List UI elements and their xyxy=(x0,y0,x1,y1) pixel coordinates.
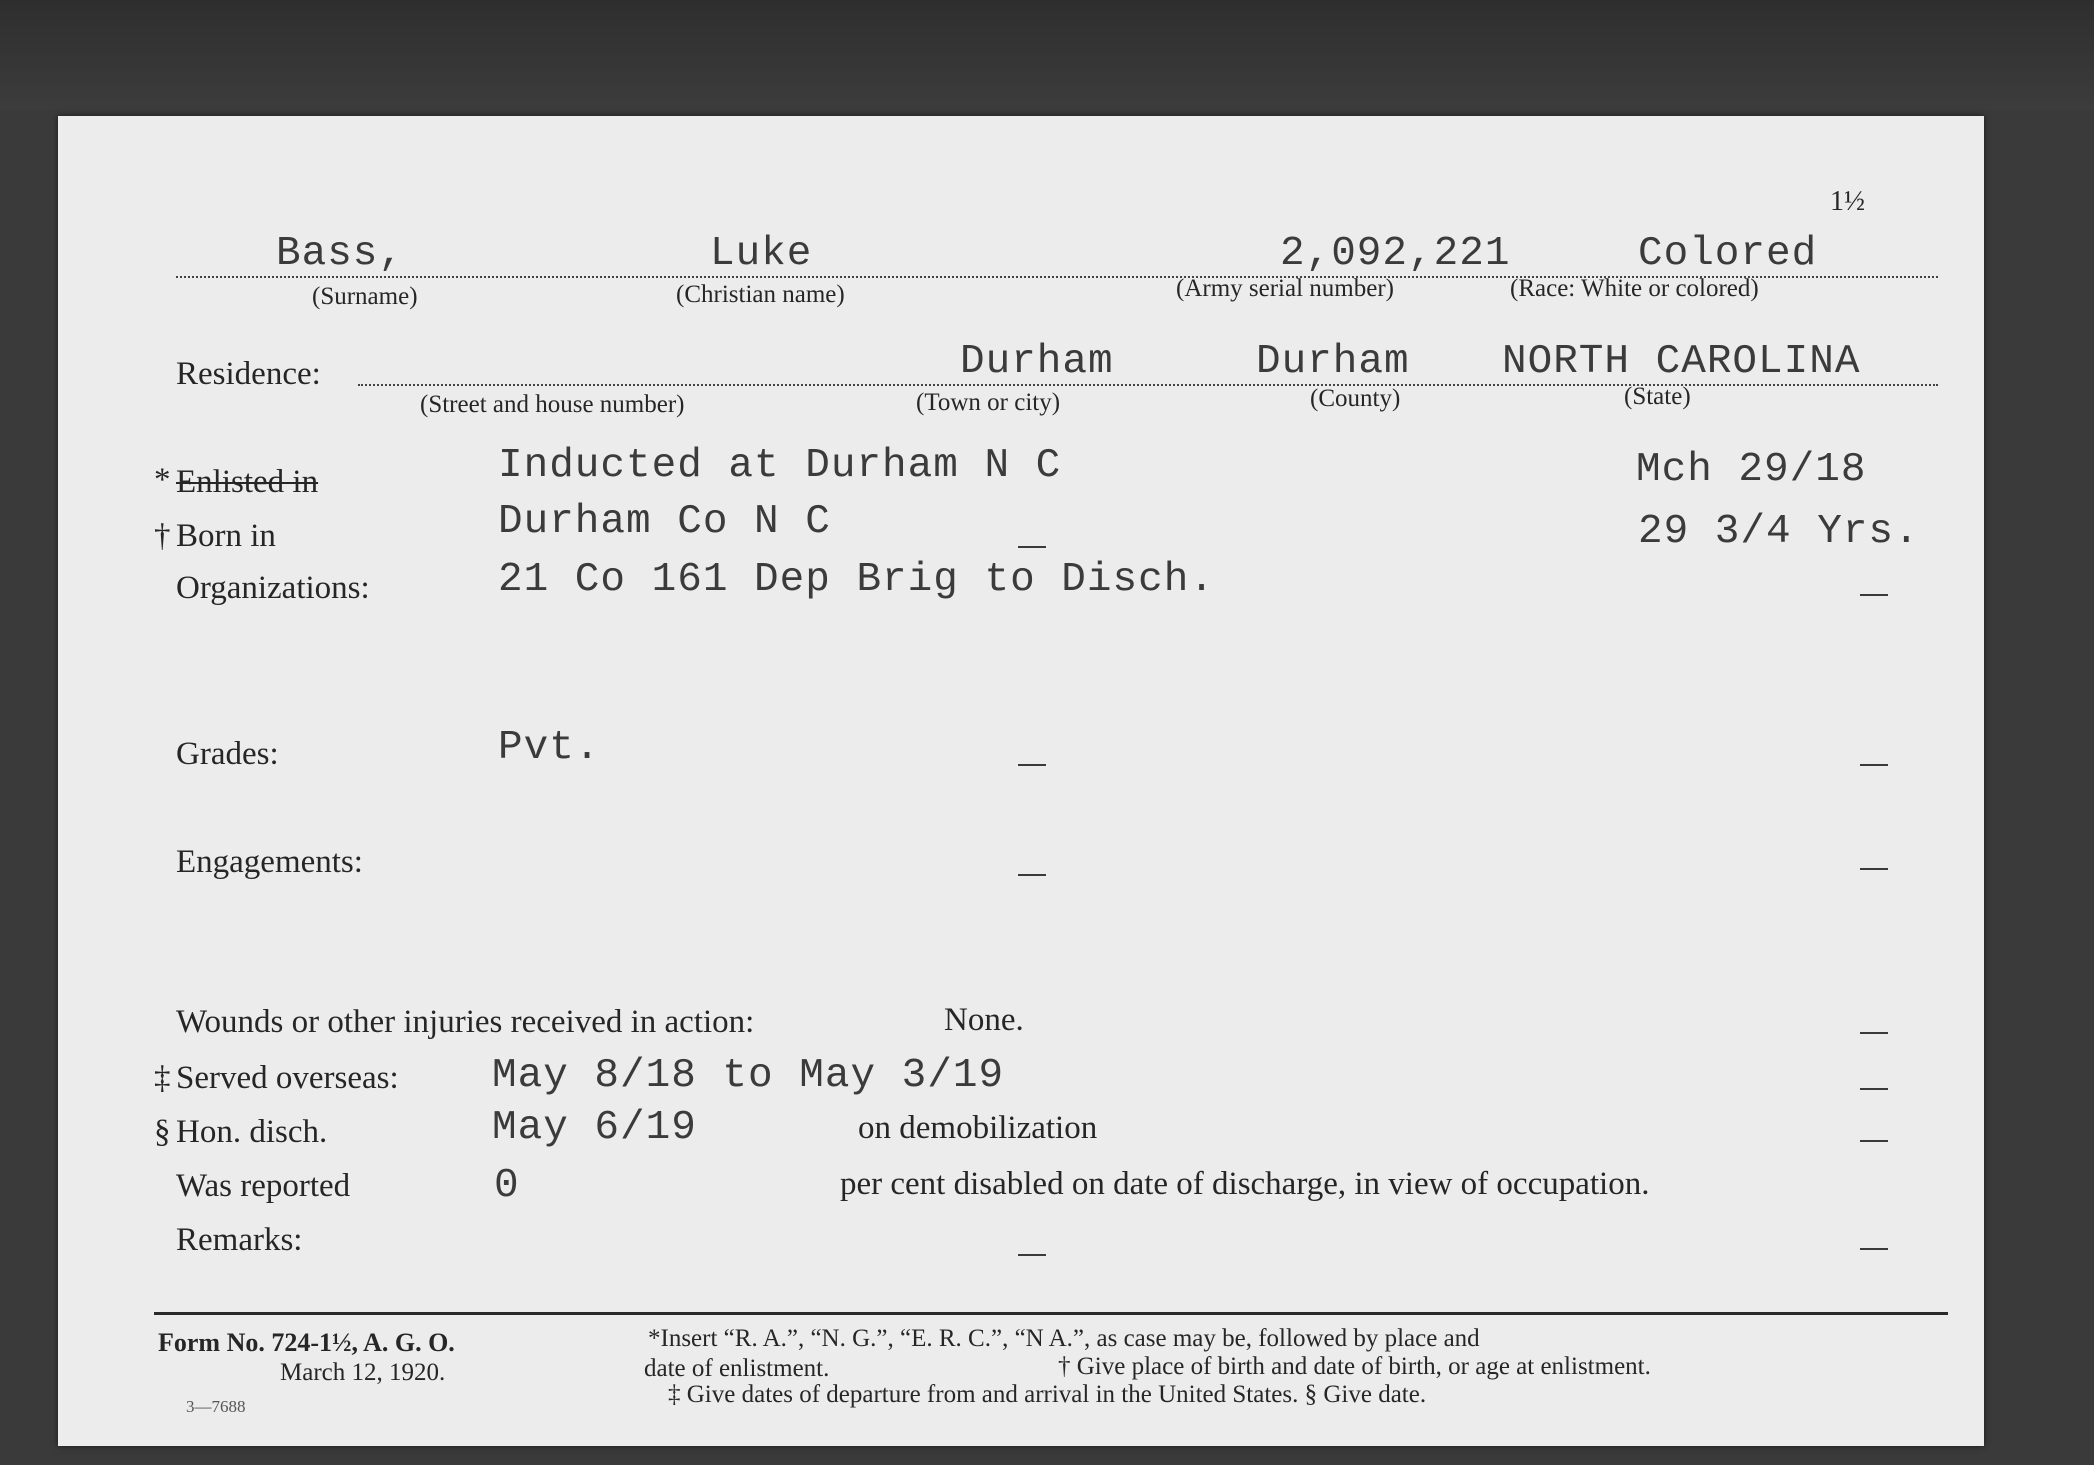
grades-dash-right xyxy=(1860,764,1888,766)
caption-state: (State) xyxy=(1624,383,1691,410)
residence-line xyxy=(358,384,1938,386)
organizations-dash xyxy=(1860,594,1888,596)
print-code: 3—7688 xyxy=(186,1397,246,1416)
footnote-line-1: *Insert “R. A.”, “N. G.”, “E. R. C.”, “N A.”, as case may be, followed by place and xyxy=(648,1325,1480,1352)
organizations-label: Organizations: xyxy=(176,570,370,606)
reported-suffix: per cent disabled on date of discharge, in view of occupation. xyxy=(840,1166,1650,1202)
discharge-label: Hon. disch. xyxy=(176,1114,328,1150)
enlisted-value: Inducted at Durham N C xyxy=(498,443,1062,489)
residence-state-value: NORTH CAROLINA xyxy=(1502,339,1861,385)
remarks-label: Remarks: xyxy=(176,1222,303,1258)
residence-label: Residence: xyxy=(176,356,321,392)
surname-value: Bass, xyxy=(276,231,405,277)
discharge-suffix: on demobilization xyxy=(858,1110,1098,1146)
overseas-marker: ‡ xyxy=(154,1060,171,1096)
enlisted-label: Enlisted in xyxy=(176,464,319,500)
caption-christian-name: (Christian name) xyxy=(676,281,845,308)
born-dash xyxy=(1018,546,1046,548)
born-age: 29 3/4 Yrs. xyxy=(1638,509,1920,555)
residence-county-value: Durham xyxy=(1256,339,1410,385)
footnote-line-2a: date of enlistment. xyxy=(644,1355,830,1382)
engagements-label: Engagements: xyxy=(176,844,363,880)
form-date: March 12, 1920. xyxy=(280,1359,446,1386)
service-record-card xyxy=(58,116,1984,1446)
caption-race: (Race: White or colored) xyxy=(1510,275,1759,302)
footnote-line-3: ‡ Give dates of departure from and arrival in the United States. § Give date. xyxy=(668,1381,1427,1408)
form-number: Form No. 724-1½, A. G. O. xyxy=(158,1328,455,1357)
caption-county: (County) xyxy=(1310,385,1401,412)
remarks-dash-right xyxy=(1860,1248,1888,1250)
wounds-label: Wounds or other injuries received in action: xyxy=(176,1004,755,1040)
wounds-dash xyxy=(1860,1032,1888,1034)
scan-background xyxy=(0,0,2094,110)
born-marker: † xyxy=(154,518,171,554)
discharge-marker: § xyxy=(154,1114,171,1150)
race-value: Colored xyxy=(1638,231,1818,277)
born-value: Durham Co N C xyxy=(498,499,831,545)
overseas-dash xyxy=(1860,1088,1888,1090)
serial-number-value: 2,092,221 xyxy=(1280,231,1511,277)
discharge-dash xyxy=(1860,1140,1888,1142)
caption-serial-number: (Army serial number) xyxy=(1176,275,1394,302)
wounds-value: None. xyxy=(944,1002,1024,1038)
engagements-dash-mid xyxy=(1018,874,1046,876)
footer-rule xyxy=(154,1312,1948,1315)
grades-dash-mid xyxy=(1018,764,1046,766)
residence-town-value: Durham xyxy=(960,339,1114,385)
overseas-value: May 8/18 to May 3/19 xyxy=(492,1053,1005,1099)
caption-street: (Street and house number) xyxy=(420,391,685,418)
caption-town: (Town or city) xyxy=(916,389,1061,416)
organizations-value: 21 Co 161 Dep Brig to Disch. xyxy=(498,557,1215,603)
caption-surname: (Surname) xyxy=(312,283,418,310)
christian-name-value: Luke xyxy=(710,231,813,277)
reported-label: Was reported xyxy=(176,1168,351,1204)
grades-value: Pvt. xyxy=(498,725,601,771)
born-label: Born in xyxy=(176,518,276,554)
reported-value: 0 xyxy=(494,1163,520,1209)
enlisted-marker: * xyxy=(154,462,171,498)
footnote-line-2b: † Give place of birth and date of birth, or age at enlistment. xyxy=(1058,1353,1651,1380)
overseas-label: Served overseas: xyxy=(176,1060,399,1096)
discharge-value: May 6/19 xyxy=(492,1105,697,1151)
engagements-dash-right xyxy=(1860,868,1888,870)
enlisted-date: Mch 29/18 xyxy=(1636,447,1867,493)
grades-label: Grades: xyxy=(176,736,279,772)
sheet-number: 1½ xyxy=(1830,186,1865,217)
remarks-dash-mid xyxy=(1018,1254,1046,1256)
